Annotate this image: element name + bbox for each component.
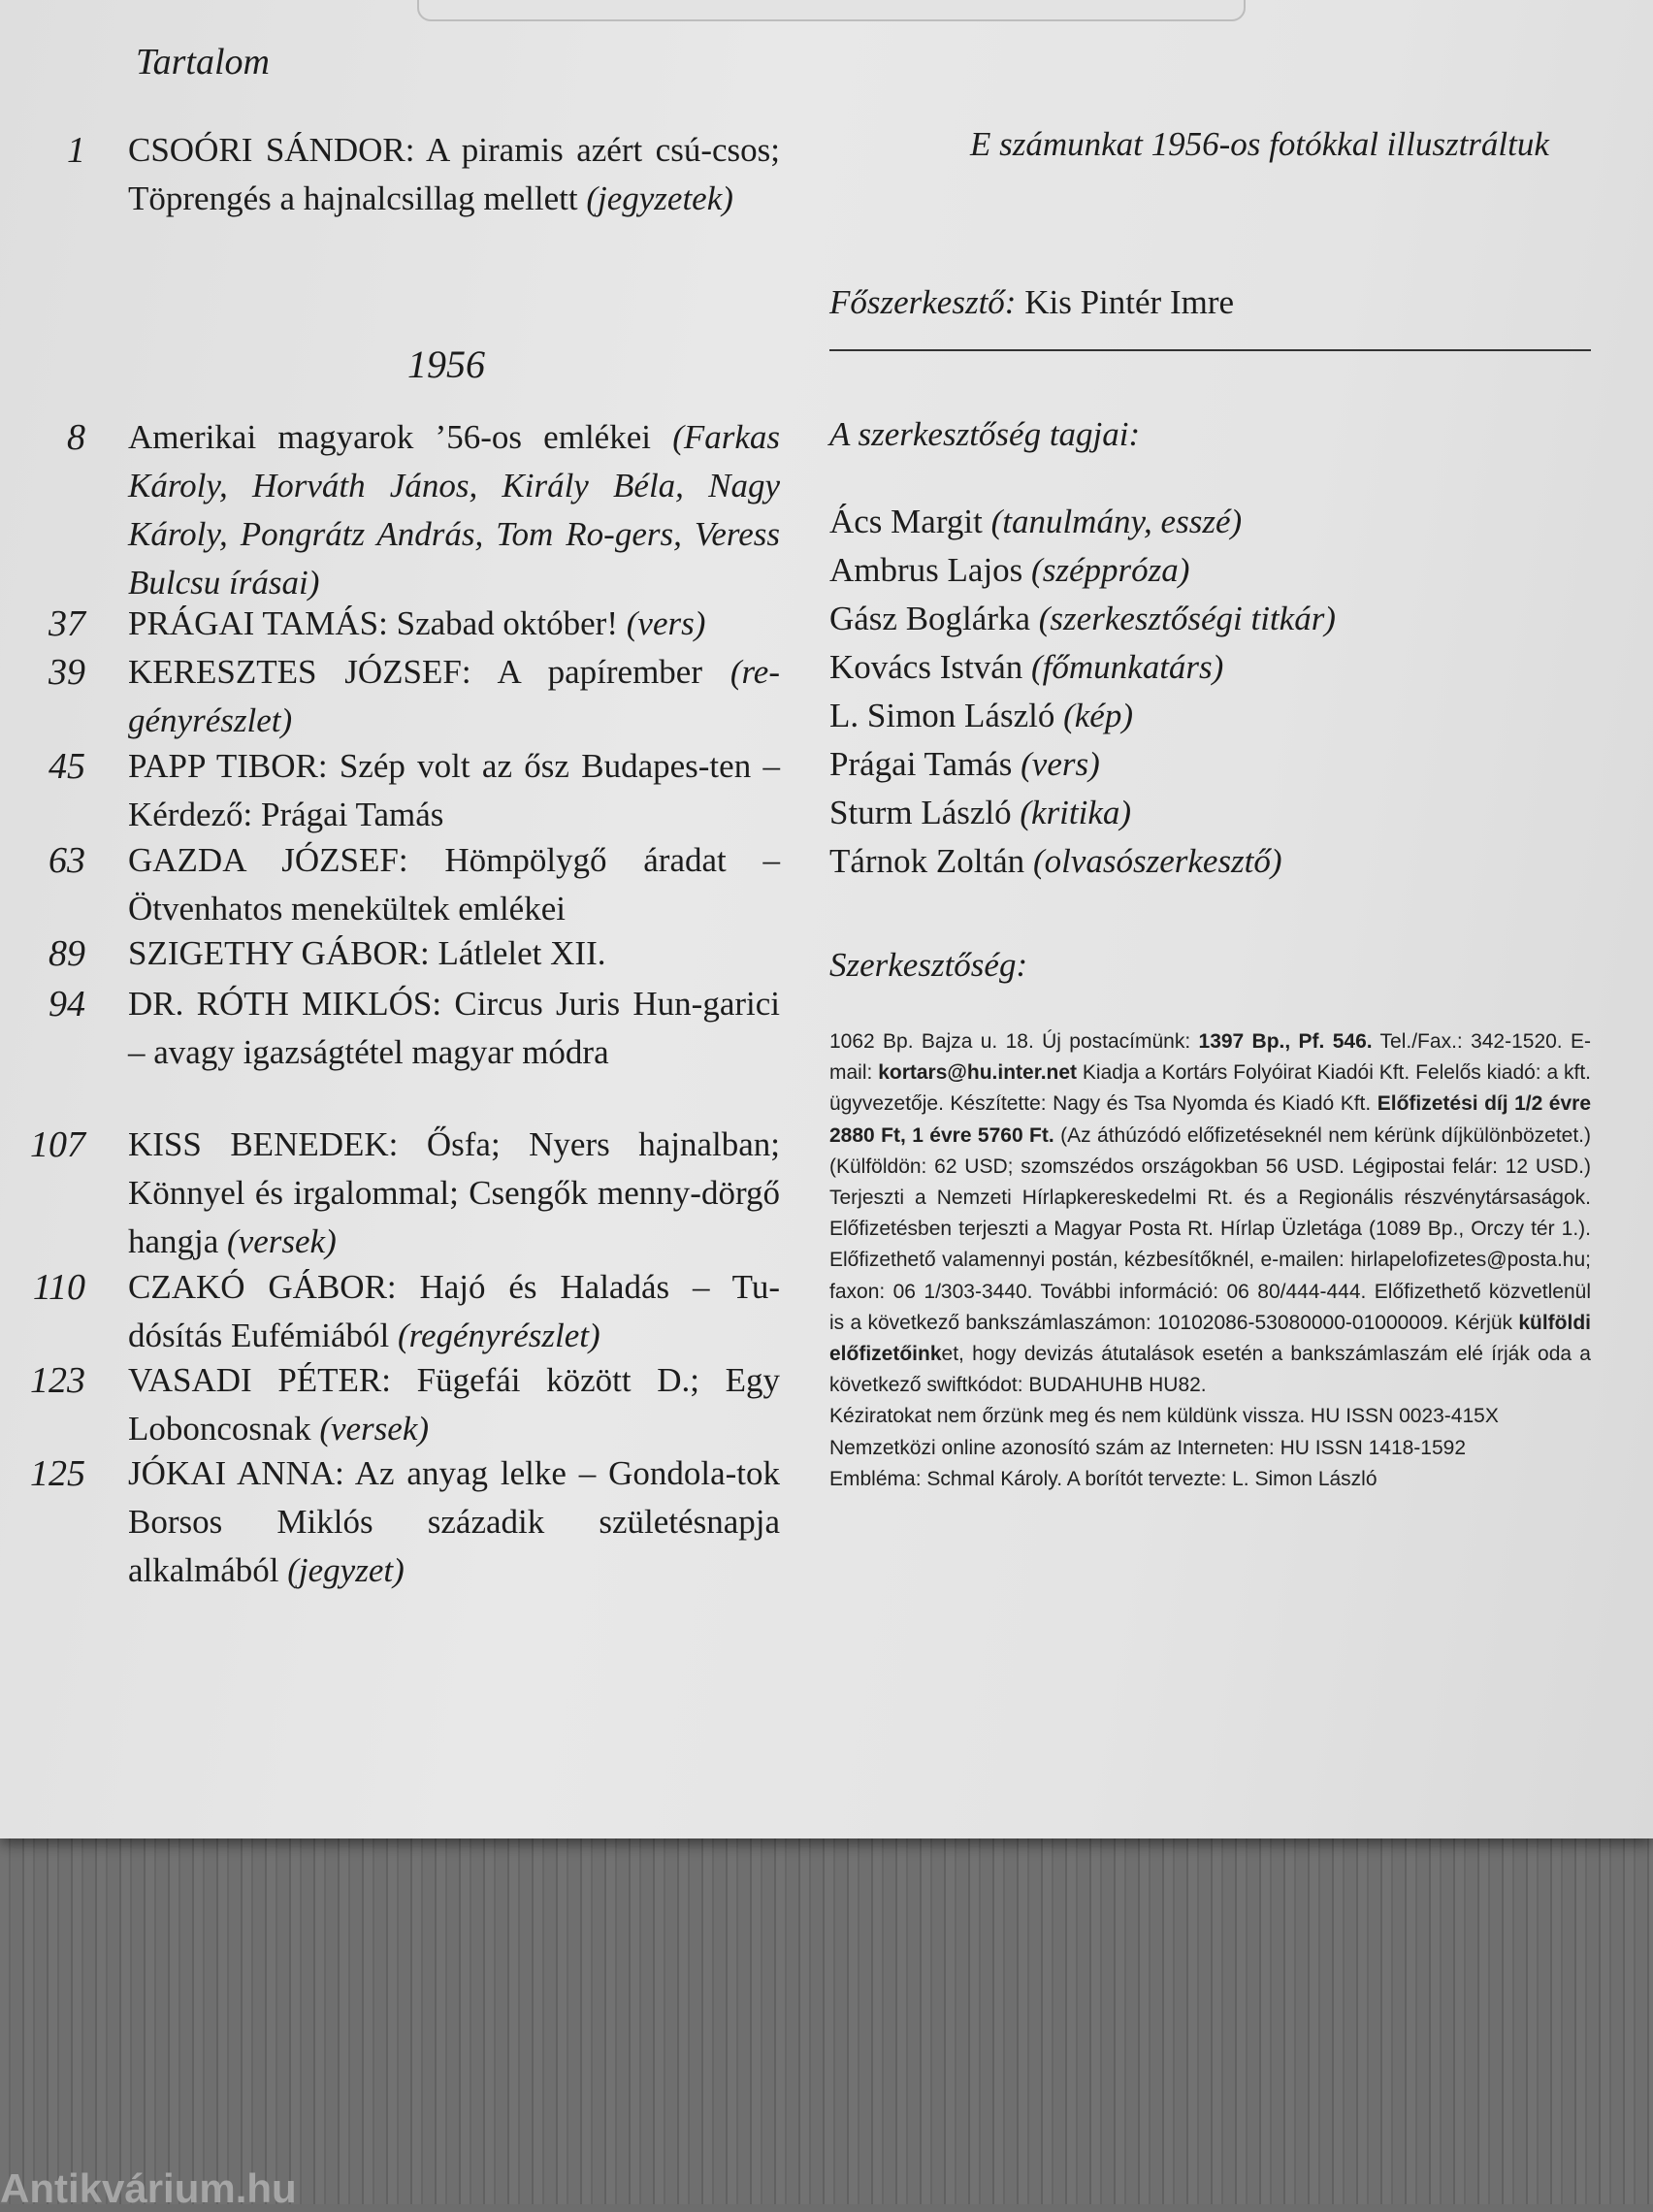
manuscripts-note: Kéziratokat nem őrzünk meg és nem küldünk vissza. HU ISSN 0023-415X [829,1405,1499,1428]
toc-page-number: 110 [32,1267,85,1308]
toc-title: VASADI PÉTER: Fügefái között D.; Egy Loboncosnak [128,1361,780,1448]
toc-page-number: 45 [49,746,85,787]
staff-member: Sturm László (kritika) [829,794,1132,831]
staff-list [829,498,1336,886]
divider [829,349,1591,351]
toc-page-number: 63 [49,840,85,881]
staff-member: Prágai Tamás (vers) [829,745,1100,783]
toc-title: GAZDA JÓZSEF: Hömpölygő áradat – Ötvenhatos menekültek emlékei [128,841,780,927]
staff-member: Gász Boglárka (szerkesztőségi titkár) [829,600,1336,637]
toc-note: (jegyzetek) [586,179,733,217]
section-title: 1956 [407,342,485,386]
toc-title: KERESZTES JÓZSEF: A papírember [128,653,702,691]
toc-note: (versek) [319,1410,430,1448]
staff-member: Kovács István (főmunkatárs) [829,648,1224,686]
office-info: 1062 Bp. Bajza u. 18. Új postacímünk: 1397 Bp., Pf. 546. Tel./Fax.: 342-1520. E-mail: kortars@hu.inter.net Kiadja a Kortárs Folyóirat Kiadói Kft. Felelős kiadó: a kft. ügyvezetője. Készítette: Nagy és Tsa Nyomda és Kiadó Kft. Előfizetési díj 1/2 évre 2880 Ft, 1 évre 5760 Ft. (Az áthúzódó előfizetéseknél nem kérünk díjkülönbözetet.) (Külföldön: 62 USD; szomszédos országokban 56 USD. Légipostai felár: 12 USD.) Terjeszti a Nemzeti Hírlapkereskedelmi Rt. és a Regionális részvénytársaságok. Előfizetésben terjeszti a Magyar Posta Rt. Hírlap Üzletága (1089 Bp., Orczy tér 1.). Előfizethető valamennyi postán, kézbesítőknél, e-mailen: hirlapelofizetes@posta.hu; faxon: 06 1/303-3440. További információ: 06 80/444-444. Előfizethető közvetlenül is a következő bankszámlaszámon: 10102086-53080000-01000009. Kérjük külföldi előfizetőinket, hogy devizás átutalások esetén a bankszámlaszám elé írják oda a következő swiftkódot: BUDAHUHB HU82. Kéziratokat nem őrzünk meg és nem küldünk vissza. HU ISSN 0023-415X Nemzetközi online azonosító szám az Interneten: HU ISSN 1418-1592 Embléma: Schmal Károly. A borítót tervezte: L. Simon László [829,1026,1591,1495]
office-title: Szerkesztőség: [829,946,1028,984]
toc-page-number: 8 [67,417,85,458]
toc-note: (re-gényrészlet) [128,653,780,739]
email-address: kortars@hu.inter.net [878,1061,1078,1085]
toc-title: CSOÓRI SÁNDOR: A piramis azért csú-csos; Töprengés a hajnalcsillag mellett [128,131,780,217]
intro-note: E számunkat 1956-os fotókkal illusztráltuk [970,125,1549,163]
contents-title: Tartalom [136,42,270,82]
toc-page-number: 39 [49,652,85,693]
toc-page-number: 37 [49,603,85,644]
toc-page-number: 94 [49,984,85,1025]
staff-member: Ács Margit (tanulmány, esszé) [829,503,1243,540]
toc-note: (Farkas Károly, Horváth János, Király Béla, Nagy Károly, Pongrátz András, Tom Ro-gers, Veress Bulcsu írásai) [128,418,780,602]
emblem-credit: Embléma: Schmal Károly. A borítót tervezte: L. Simon László [829,1467,1378,1490]
toc-title: KISS BENEDEK: Ősfa; Nyers hajnalban; Könnyel és irgalommal; Csengők menny-dörgő hangja [128,1125,780,1260]
header-tab-outline [417,0,1246,21]
foreign-subscribers: külföldi előfizetőink [829,1311,1591,1366]
staff-member: Ambrus Lajos (széppróza) [829,551,1190,589]
staff-title: A szerkesztőség tagjai: [829,415,1141,453]
toc-title: PAPP TIBOR: Szép volt az ősz Budapes-ten – Kérdező: Prágai Tamás [128,747,780,833]
table-surface [0,1834,1653,2204]
toc-title: PRÁGAI TAMÁS: Szabad október! [128,604,618,642]
toc-note: (jegyzet) [287,1551,405,1589]
toc-note: (versek) [227,1222,337,1260]
staff-member: L. Simon László (kép) [829,697,1133,734]
toc-page-number: 107 [30,1124,85,1165]
toc-note: (regényrészlet) [398,1317,600,1354]
watermark: Antikvárium.hu [0,2165,297,2211]
toc-title: SZIGETHY GÁBOR: Látlelet XII. [128,934,606,972]
toc-title: JÓKAI ANNA: Az anyag lelke – Gondola-tok Borsos Miklós századik születésnapja alkalmából [128,1454,780,1589]
toc-title: DR. RÓTH MIKLÓS: Circus Juris Hun-garici – avagy igazságtétel magyar módra [128,985,780,1071]
toc-page-number: 89 [49,933,85,974]
toc-note: (vers) [626,604,706,642]
staff-member: Tárnok Zoltán (olvasószerkesztő) [829,842,1282,880]
toc-page-number: 123 [30,1360,85,1401]
chief-editor [829,283,1234,322]
chief-editor-name: Kis Pintér Imre [1024,283,1235,321]
online-id: Nemzetközi online azonosító szám az Interneten: HU ISSN 1418-1592 [829,1436,1467,1459]
toc-title: CZAKÓ GÁBOR: Hajó és Haladás – Tu-dósítás Eufémiából [128,1268,780,1354]
subscription-price: Előfizetési díj 1/2 évre 2880 Ft, 1 évre 5760 Ft. [829,1092,1591,1147]
postal-address: 1397 Bp., Pf. 546. [1198,1030,1373,1053]
chief-editor-label: Főszerkesztő: [829,283,1017,321]
toc-title: Amerikai magyarok ’56-os emlékei [128,418,651,456]
toc-page-number: 1 [67,130,85,171]
toc-page-number: 125 [30,1453,85,1494]
